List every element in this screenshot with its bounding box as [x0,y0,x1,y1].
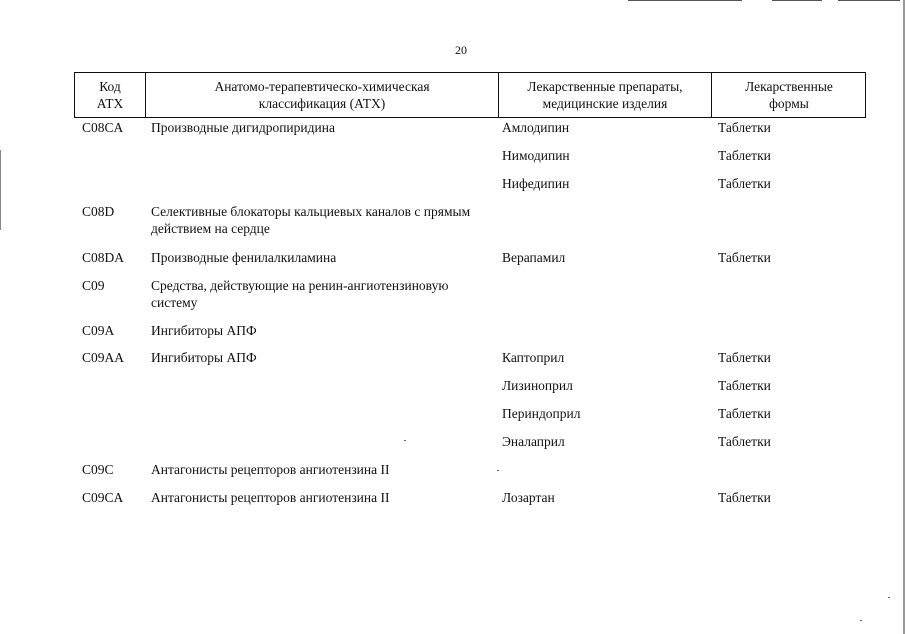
drug-name: Нифедипин [502,176,570,191]
scan-speck [888,597,890,598]
atc-classification: Ингибиторы АПФ [151,323,257,338]
drug-name: Нимодипин [502,148,570,163]
atc-classification: Антагонисты рецепторов ангиотензина II [151,462,390,477]
dosage-form: Таблетки [718,176,771,191]
page-edge-left [0,150,1,230]
dosage-form: Таблетки [718,350,771,365]
dosage-form: Таблетки [718,250,771,265]
dosage-form: Таблетки [718,148,771,163]
atc-code: C09CA [82,490,124,505]
dosage-form: Таблетки [718,406,771,421]
atc-code: C08DA [82,250,125,265]
atc-code: C08D [82,204,115,219]
atc-classification: Средства, действующие на ренин-ангиотензиновую систему [151,278,449,310]
drug-name: Периндоприл [502,406,581,421]
scan-artifact-line [838,0,900,1]
dosage-form: Таблетки [718,120,771,135]
header-code: Код АТХ [96,79,124,111]
drug-name: Лизиноприл [502,378,573,393]
atc-classification: Антагонисты рецепторов ангиотензина II [151,490,390,505]
dosage-form: Таблетки [718,434,771,449]
scan-speck [404,440,406,441]
atc-code: C09AA [82,350,125,365]
drug-name: Эналаприл [502,434,565,449]
page-number: 20 [455,43,467,57]
atc-classification: Производные дигидропиридина [151,120,335,135]
dosage-form: Таблетки [718,490,771,505]
header-forms: Лекарственные формы [745,79,833,111]
drug-name: Верапамил [502,250,566,265]
scan-speck [860,620,862,621]
drug-name: Лозартан [502,490,555,505]
scan-artifact-line [628,0,742,1]
atc-classification: Производные фенилалкиламина [151,250,337,265]
header-classification: Анатомо-терапевтическо-химическая классификация (АТХ) [214,79,430,111]
atc-code: C09A [82,323,115,338]
drug-name: Амлодипин [502,120,570,135]
scan-speck [497,470,499,471]
drug-name: Каптоприл [502,350,565,365]
scan-artifact-line [772,0,822,1]
atc-code: C09 [82,278,105,293]
atc-code: C08CA [82,120,124,135]
atc-classification: Селективные блокаторы кальциевых каналов с прямым действием на сердце [151,204,471,236]
header-drugs: Лекарственные препараты, медицинские изделия [527,79,683,111]
dosage-form: Таблетки [718,378,771,393]
atc-classification: Ингибиторы АПФ [151,350,257,365]
table-header [74,72,866,118]
atc-code: C09C [82,462,114,477]
